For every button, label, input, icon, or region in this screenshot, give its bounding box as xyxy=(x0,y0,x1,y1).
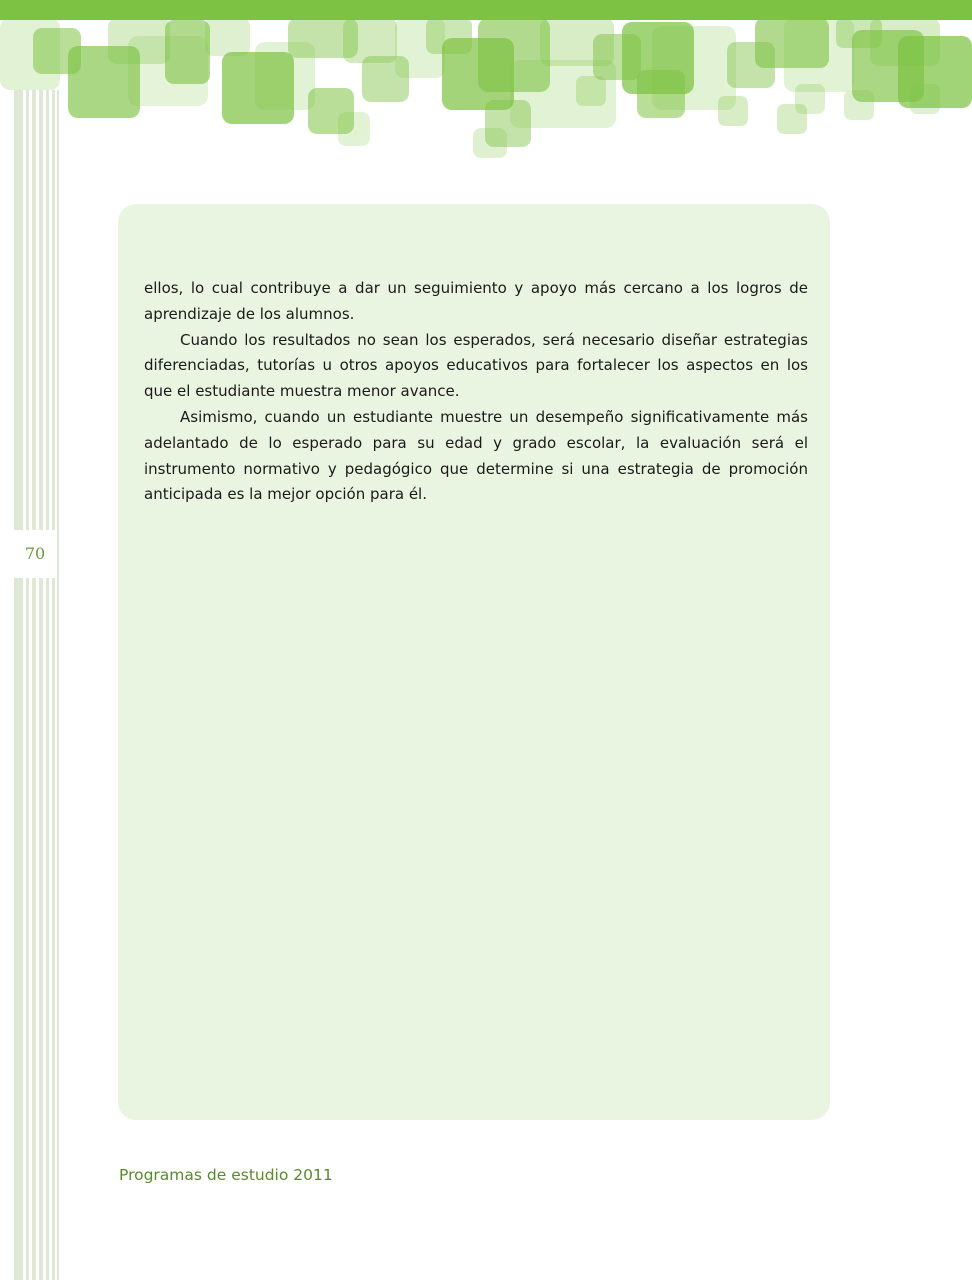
page-number: 70 xyxy=(14,530,56,578)
margin-stripes xyxy=(14,90,59,1280)
body-text xyxy=(144,276,808,508)
header-decoration xyxy=(0,0,972,170)
paragraph: Asimismo, cuando un estudiante muestre un desempeño significativamente más adelantado de lo esperado para su edad y grado escolar, la evaluación será el instrumento normativo y pedagógico que determine si una estrategia de promoción anticipada es la mejor opción para él. xyxy=(144,407,808,504)
paragraph: ellos, lo cual contribuye a dar un seguimiento y apoyo más cercano a los logros de aprendizaje de los alumnos. xyxy=(144,279,808,323)
paragraph: Cuando los resultados no sean los esperados, será necesario diseñar estrategias diferenciadas, tutorías u otros apoyos educativos para fortalecer los aspectos en los que el estudiante muestra menor avance. xyxy=(144,330,808,401)
footer-title: Programas de estudio 2011 xyxy=(119,1166,333,1184)
